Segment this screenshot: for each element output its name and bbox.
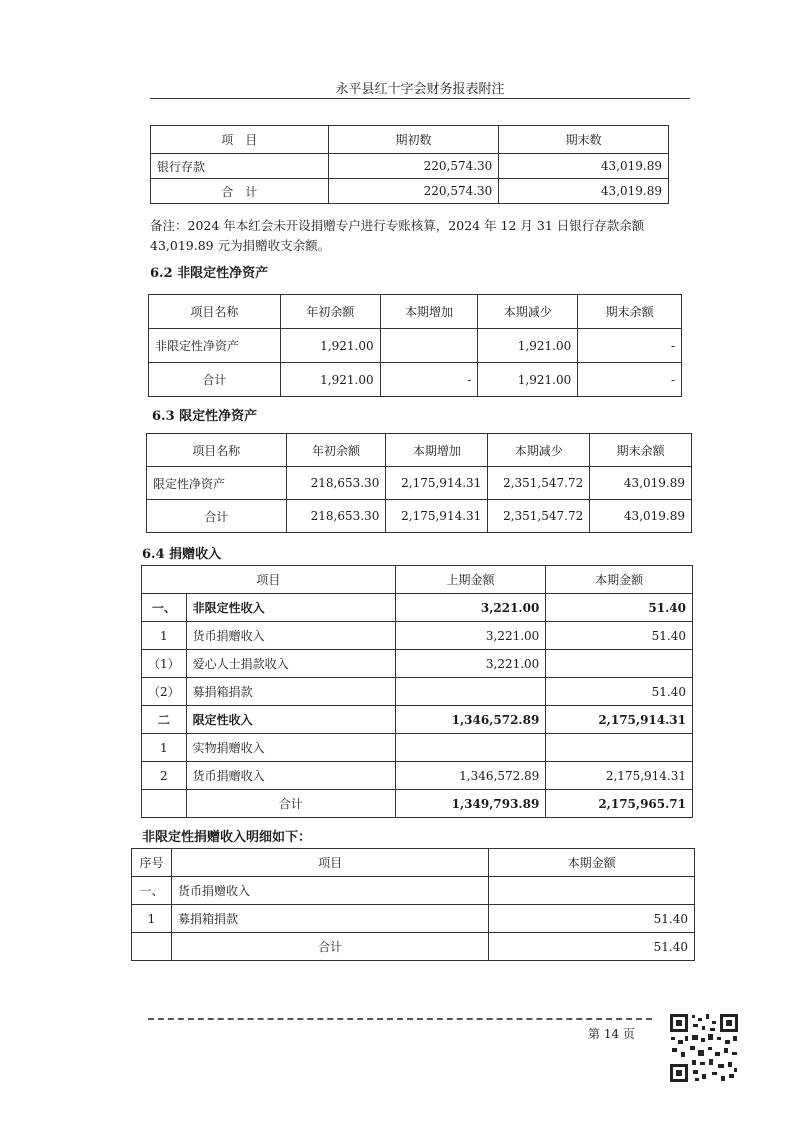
row-index: （2） bbox=[142, 678, 187, 706]
page-number: 第 14 页 bbox=[588, 1027, 635, 1041]
table-cell bbox=[546, 734, 693, 762]
table-cell: 51.40 bbox=[546, 622, 693, 650]
table-cell: 51.40 bbox=[546, 678, 693, 706]
table-header: 本期减少 bbox=[488, 434, 590, 467]
table-header: 上期金额 bbox=[395, 566, 546, 594]
table-header: 序号 bbox=[132, 849, 172, 877]
row-label: 货币捐赠收入 bbox=[186, 762, 395, 790]
unrestricted-donation-detail-table bbox=[131, 848, 695, 961]
section-title-detail: 非限定性捐赠收入明细如下： bbox=[142, 830, 312, 845]
total-label: 合计 bbox=[186, 790, 395, 818]
table-cell: 1,349,793.89 bbox=[395, 790, 546, 818]
table-cell bbox=[489, 877, 695, 905]
table-cell: 43,019.89 bbox=[590, 500, 692, 533]
table-header: 本期金额 bbox=[546, 566, 693, 594]
restricted-assets-table bbox=[146, 433, 692, 533]
table-header: 项目名称 bbox=[147, 434, 287, 467]
table-total-row bbox=[132, 933, 695, 961]
row-label: 募捐箱捐款 bbox=[171, 905, 488, 933]
table-total-row bbox=[142, 790, 693, 818]
table-header: 期末余额 bbox=[578, 295, 682, 329]
table-row bbox=[142, 678, 693, 706]
table-cell: 51.40 bbox=[489, 933, 695, 961]
table-cell: 1,921.00 bbox=[280, 329, 380, 363]
table-cell bbox=[142, 790, 187, 818]
table-header: 项目名称 bbox=[149, 295, 281, 329]
table-row bbox=[132, 877, 695, 905]
table-header: 期初数 bbox=[328, 126, 499, 154]
row-label: 实物捐赠收入 bbox=[186, 734, 395, 762]
row-index: 一、 bbox=[132, 877, 172, 905]
qr-code-icon bbox=[668, 1012, 740, 1084]
section-title-donation: 6.4 捐赠收入 bbox=[142, 547, 222, 562]
table-cell: 218,653.30 bbox=[286, 467, 386, 500]
row-index: 1 bbox=[142, 622, 187, 650]
page-header-title: 永平县红十字会财务报表附注 bbox=[335, 82, 505, 97]
table-cell bbox=[395, 734, 546, 762]
table-cell: 3,221.00 bbox=[395, 594, 546, 622]
section-title-restricted: 6.3 限定性净资产 bbox=[152, 409, 258, 424]
table-cell: - bbox=[578, 329, 682, 363]
table-row bbox=[142, 594, 693, 622]
table-header: 期末数 bbox=[499, 126, 669, 154]
table-cell: 2,175,914.31 bbox=[546, 706, 693, 734]
table-cell: 51.40 bbox=[546, 594, 693, 622]
table-cell: 43,019.89 bbox=[499, 154, 669, 179]
row-label: 货币捐赠收入 bbox=[171, 877, 488, 905]
table-cell: 2,175,914.31 bbox=[386, 500, 488, 533]
unrestricted-assets-table bbox=[148, 294, 682, 397]
row-index: 1 bbox=[132, 905, 172, 933]
table-row bbox=[142, 622, 693, 650]
row-label: 爱心人士捐款收入 bbox=[186, 650, 395, 678]
table-cell bbox=[380, 329, 478, 363]
row-label: 募捐箱捐款 bbox=[186, 678, 395, 706]
header-rule bbox=[150, 98, 690, 99]
table-header: 本期增加 bbox=[380, 295, 478, 329]
table-cell: 2,351,547.72 bbox=[488, 500, 590, 533]
table-header: 项目 bbox=[142, 566, 396, 594]
table-header: 本期减少 bbox=[478, 295, 578, 329]
row-index: （1） bbox=[142, 650, 187, 678]
table-cell: 合计 bbox=[147, 500, 287, 533]
row-index: 1 bbox=[142, 734, 187, 762]
table-cell bbox=[132, 933, 172, 961]
table-cell: 非限定性净资产 bbox=[149, 329, 281, 363]
donation-income-table bbox=[141, 565, 693, 818]
table-cell: 3,221.00 bbox=[395, 650, 546, 678]
table-cell: 1,346,572.89 bbox=[395, 762, 546, 790]
table-cell: 合 计 bbox=[151, 179, 329, 204]
table-cell: 合计 bbox=[149, 363, 281, 397]
table-cell: 限定性净资产 bbox=[147, 467, 287, 500]
table-cell: 43,019.89 bbox=[590, 467, 692, 500]
table-header: 年初余额 bbox=[280, 295, 380, 329]
footer-rule bbox=[148, 1018, 652, 1020]
row-index: 二 bbox=[142, 706, 187, 734]
row-label: 限定性收入 bbox=[186, 706, 395, 734]
table-cell: 1,921.00 bbox=[478, 363, 578, 397]
table-row bbox=[142, 734, 693, 762]
table-row bbox=[142, 762, 693, 790]
table-cell: 3,221.00 bbox=[395, 622, 546, 650]
table-row bbox=[142, 706, 693, 734]
table-cell: 51.40 bbox=[489, 905, 695, 933]
table-header: 本期增加 bbox=[386, 434, 488, 467]
table-cell: 220,574.30 bbox=[328, 154, 499, 179]
table-cell: 218,653.30 bbox=[286, 500, 386, 533]
total-label: 合计 bbox=[171, 933, 488, 961]
row-index: 一、 bbox=[142, 594, 187, 622]
table-cell bbox=[546, 650, 693, 678]
table-cell: 2,175,914.31 bbox=[386, 467, 488, 500]
table-cell: 2,175,914.31 bbox=[546, 762, 693, 790]
table-header: 本期金额 bbox=[489, 849, 695, 877]
table-cell: 1,346,572.89 bbox=[395, 706, 546, 734]
table-cell: - bbox=[380, 363, 478, 397]
bank-note: 备注：2024 年本红会未开设捐赠专户进行专账核算，2024 年 12 月 31 日银行存款余额 43,019.89 元为捐赠收支余额。 bbox=[150, 218, 645, 253]
table-cell: 银行存款 bbox=[151, 154, 329, 179]
table-header: 年初余额 bbox=[286, 434, 386, 467]
row-label: 非限定性收入 bbox=[186, 594, 395, 622]
row-index: 2 bbox=[142, 762, 187, 790]
table-cell bbox=[395, 678, 546, 706]
row-label: 货币捐赠收入 bbox=[186, 622, 395, 650]
section-title-unrestricted: 6.2 非限定性净资产 bbox=[150, 266, 269, 281]
table-cell: 1,921.00 bbox=[280, 363, 380, 397]
table-header: 项 目 bbox=[151, 126, 329, 154]
bank-deposit-table bbox=[150, 125, 669, 204]
table-cell: 43,019.89 bbox=[499, 179, 669, 204]
table-cell: 2,175,965.71 bbox=[546, 790, 693, 818]
table-header: 期末余额 bbox=[590, 434, 692, 467]
table-cell: 2,351,547.72 bbox=[488, 467, 590, 500]
table-row bbox=[142, 650, 693, 678]
table-cell: 220,574.30 bbox=[328, 179, 499, 204]
table-cell: - bbox=[578, 363, 682, 397]
table-cell: 1,921.00 bbox=[478, 329, 578, 363]
table-row bbox=[132, 905, 695, 933]
table-header: 项目 bbox=[171, 849, 488, 877]
